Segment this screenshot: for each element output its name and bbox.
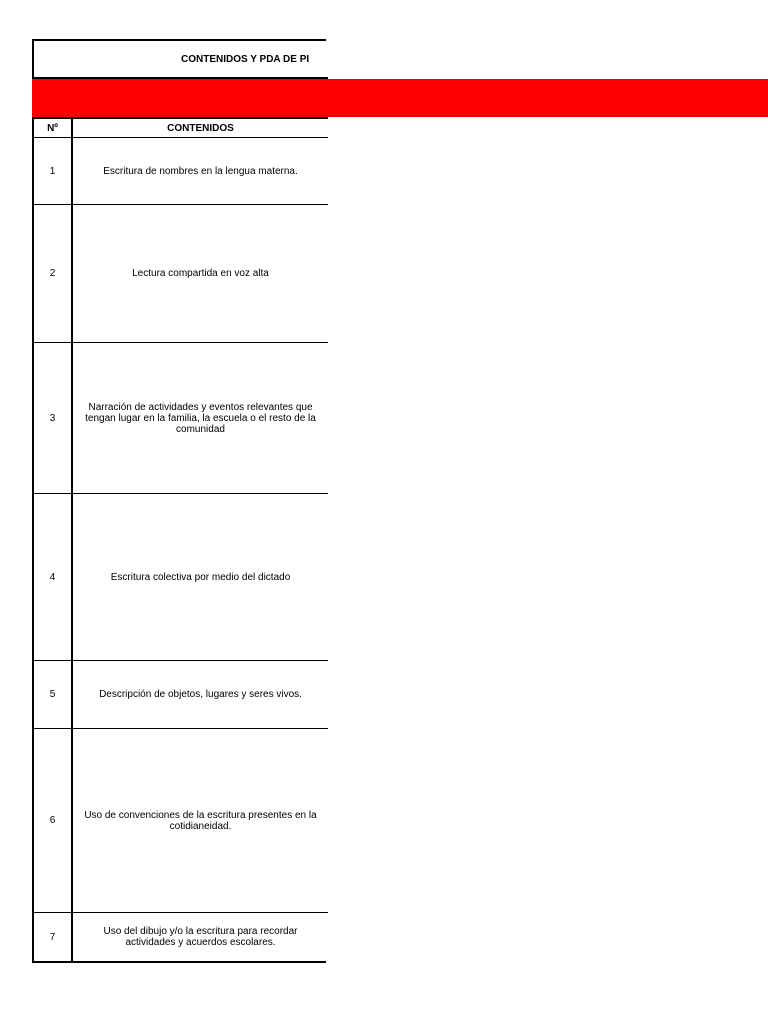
- row-number: 4: [49, 571, 56, 583]
- table-row: [34, 913, 328, 961]
- table-title: [34, 41, 328, 77]
- row-number: 6: [49, 815, 56, 826]
- row-number: 5: [49, 689, 56, 700]
- table-row: [34, 205, 328, 342]
- table-row: [34, 138, 328, 204]
- table-title-text: CONTENIDOS Y PDA DE PI: [181, 53, 310, 65]
- table-row: [34, 343, 328, 493]
- row-content: Narración de actividades y eventos relevantes que tengan lugar en la familia, la escuela o el resto de la comunidad: [85, 401, 316, 435]
- row-content: Uso de convenciones de la escritura presentes en la cotidianeidad.: [84, 809, 317, 832]
- table-row: [34, 494, 328, 660]
- row-number: 3: [49, 412, 56, 424]
- row-content: Escritura colectiva por medio del dictado: [110, 571, 291, 583]
- row-content: Descripción de objetos, lugares y seres vivos.: [99, 689, 302, 700]
- row-content: Lectura compartida en voz alta: [132, 268, 269, 279]
- table-row: [34, 661, 328, 728]
- header-contents: CONTENIDOS: [167, 122, 234, 134]
- section-band: [32, 79, 768, 117]
- header-num: Nº: [47, 122, 58, 134]
- row-number: 7: [49, 931, 56, 943]
- row-content: Escritura de nombres en la lengua materna.: [103, 165, 298, 177]
- row-content: Uso del dibujo y/o la escritura para recordar actividades y acuerdos escolares.: [103, 926, 298, 948]
- row-number: 1: [49, 165, 56, 177]
- table-row: [34, 729, 328, 912]
- row-number: 2: [49, 268, 56, 279]
